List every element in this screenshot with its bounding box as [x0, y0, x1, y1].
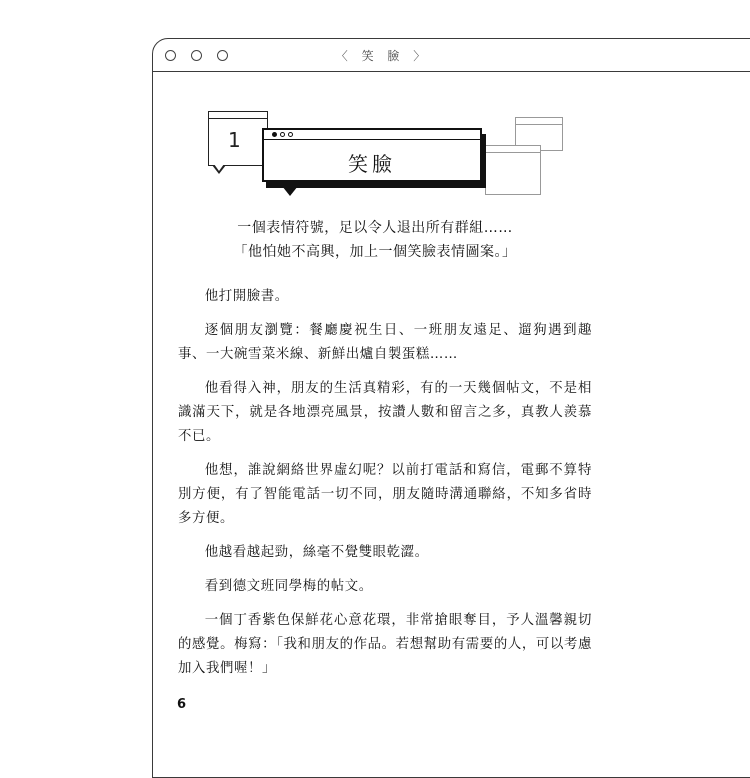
window-title: 〈 笑 臉 〉 [335, 49, 431, 63]
paragraph: 看到德文班同學梅的帖文。 [204, 579, 373, 594]
window-dot-icon [288, 132, 293, 137]
paragraph: 他想，誰說網絡世界虛幻呢？以前打電話和寫信，電郵不算特別方便，有了智能電話一切不同，朋友隨時溝通聯絡，不知多省時多方便。 [178, 463, 592, 526]
decorative-window-icon [485, 145, 541, 195]
window-dot-icon [272, 132, 277, 137]
paragraph: 一個丁香紫色保鮮花心意花環，非常搶眼奪目，予人溫馨親切的感覺。梅寫：「我和朋友的作品。若想幫助有需要的人，可以考慮加入我們喔！」 [178, 613, 592, 676]
epigraph [0, 216, 750, 264]
chapter-title: 笑臉 [348, 152, 396, 176]
chapter-number: 1 [228, 128, 241, 152]
paragraph: 他打開臉書。 [204, 289, 289, 304]
epigraph-line: 一個表情符號，足以令人退出所有群組…… [237, 220, 513, 236]
chapter-title-box [262, 128, 482, 182]
speech-tail-icon [212, 165, 226, 174]
window-dot-icon [280, 132, 285, 137]
window-titlebar [153, 39, 750, 72]
body-text [178, 285, 592, 691]
speech-tail-icon [282, 186, 298, 196]
paragraph: 他看得入神，朋友的生活真精彩，有的一天幾個帖文，不是相識滿天下，就是各地漂亮風景，按讚人數和留言之多，真教人羨慕不已。 [178, 381, 592, 444]
paragraph: 他越看越起勁，絲毫不覺雙眼乾澀。 [204, 545, 429, 560]
epigraph-line: 「他怕她不高興，加上一個笑臉表情圖案。」 [233, 244, 517, 260]
page-number: 6 [177, 697, 187, 712]
paragraph: 逐個朋友瀏覽：餐廳慶祝生日、一班朋友遠足、遛狗遇到趣事、一大碗雪菜米線、新鮮出爐自製蛋糕…… [178, 323, 592, 362]
